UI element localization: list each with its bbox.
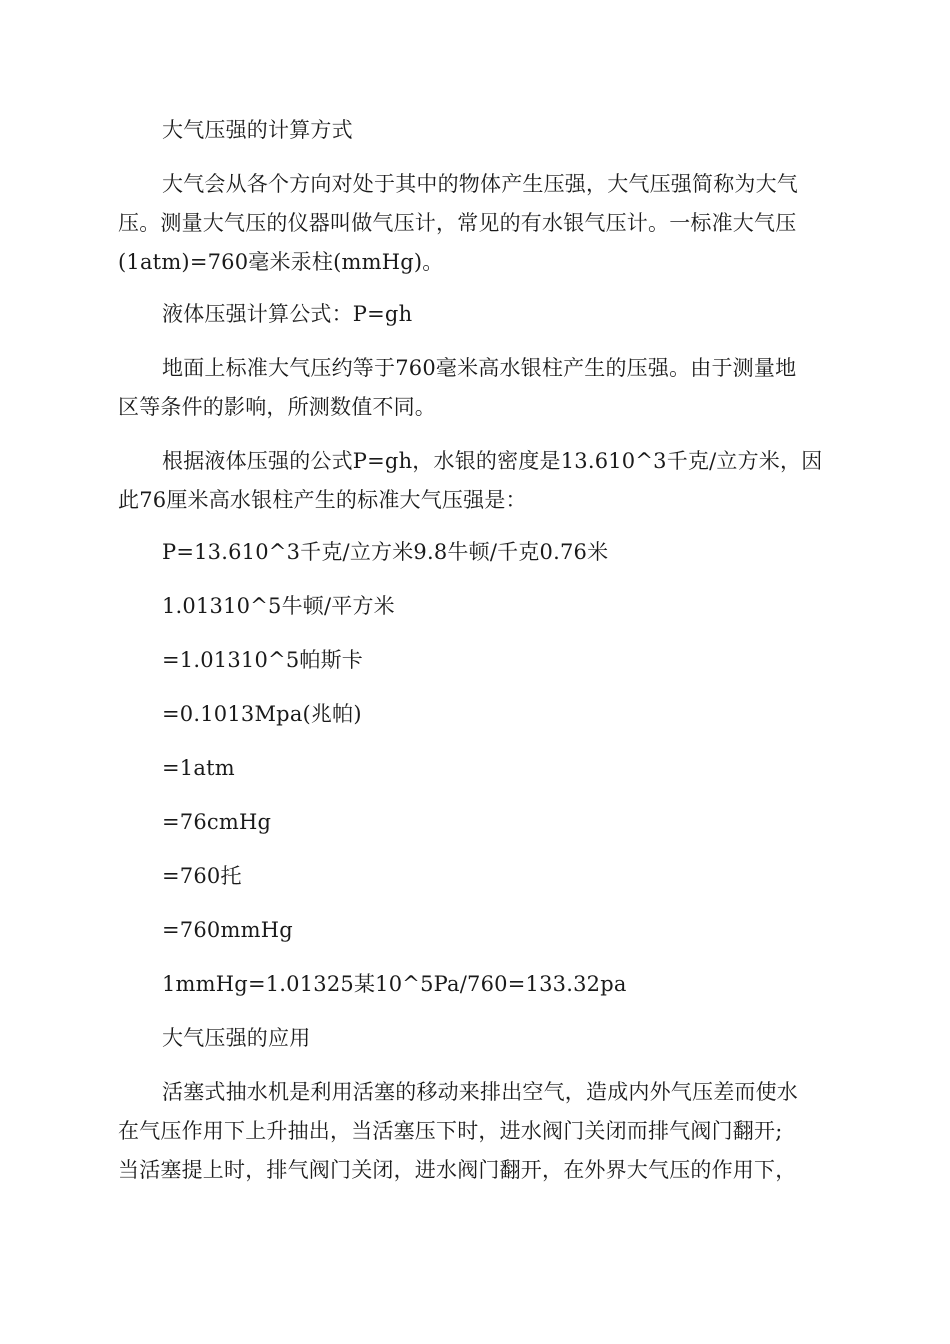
calculation-line: 1mmHg=1.01325某10^5Pa/760=133.32pa (162, 972, 627, 996)
calculation-line: =1.01310^5帕斯卡 (162, 648, 363, 672)
paragraph-line: 压。测量大气压的仪器叫做气压计，常见的有水银气压计。一标准大气压 (118, 211, 797, 235)
formula-line: 液体压强计算公式：P=gh (162, 302, 413, 326)
calculation-line: =760mmHg (162, 918, 293, 942)
paragraph-line: 根据液体压强的公式P=gh，水银的密度是13.610^3千克/立方米，因 (162, 449, 823, 473)
calculation-line: =0.1013Mpa(兆帕) (162, 702, 362, 726)
calculation-line: P=13.610^3千克/立方米9.8牛顿/千克0.76米 (162, 540, 609, 564)
paragraph-line: 在气压作用下上升抽出，当活塞压下时，进水阀门关闭而排气阀门翻开; (118, 1119, 783, 1143)
calculation-line: =1atm (162, 756, 235, 780)
calculation-line: 1.01310^5牛顿/平方米 (162, 594, 395, 618)
paragraph-line: 当活塞提上时，排气阀门关闭，进水阀门翻开，在外界大气压的作用下， (118, 1158, 797, 1182)
calculation-line: =760托 (162, 864, 242, 888)
paragraph-line: 区等条件的影响，所测数值不同。 (118, 395, 436, 419)
paragraph-line: 大气会从各个方向对处于其中的物体产生压强，大气压强简称为大气 (162, 172, 798, 196)
paragraph-line: (1atm)=760毫米汞柱(mmHg)。 (118, 250, 444, 274)
calculation-line: =76cmHg (162, 810, 272, 834)
paragraph-line: 此76厘米高水银柱产生的标准大气压强是： (118, 488, 527, 512)
paragraph-line: 地面上标准大气压约等于760毫米高水银柱产生的压强。由于测量地 (162, 356, 797, 380)
paragraph-line: 活塞式抽水机是利用活塞的移动来排出空气，造成内外气压差而使水 (162, 1080, 798, 1104)
section-heading-application: 大气压强的应用 (162, 1026, 311, 1050)
section-heading-calculation: 大气压强的计算方式 (162, 118, 353, 142)
